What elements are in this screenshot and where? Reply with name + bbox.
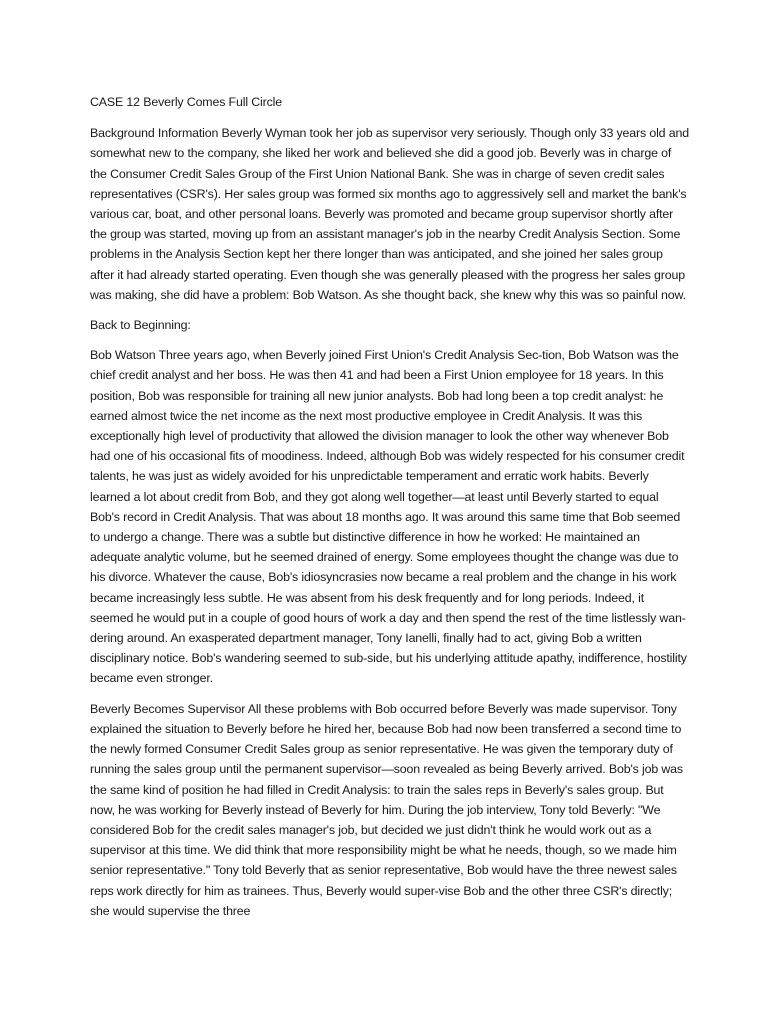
section-heading-back-to-beginning: Back to Beginning:: [90, 318, 191, 333]
document-body: [90, 92, 690, 931]
paragraph-beverly-supervisor: Beverly Becomes Supervisor All these problems with Bob occurred before Beverly was made supervisor. Tony explained the situation to Beverly before he hired her, because Bob had now been transferred a second time to the newly formed Consumer Credit Sales group as senior representative. He was given the temporary duty of running the sales group until the permanent supervisor—soon revealed as being Beverly arrived. Bob's job was the same kind of position he had filled in Credit Analysis: to train the sales reps in Beverly's sales group. But now, he was working for Beverly instead of Beverly for him. During the job interview, Tony told Beverly: "We considered Bob for the credit sales manager's job, but decided we just didn't think he would work out as a supervisor at this time. We did think that more responsibility might be what he needs, though, so we made him senior representative." Tony told Beverly that as senior representative, Bob would have the three newest sales reps work directly for him as trainees. Thus, Beverly would super-vise Bob and the other three CSR's directly; she would supervise the three: [90, 701, 683, 918]
paragraph-bob-watson: Bob Watson Three years ago, when Beverly joined First Union's Credit Analysis Sec-tion, Bob Watson was the chief credit analyst and her boss. He was then 41 and had been a First Union employee for 18 years. In this position, Bob was responsible for training all new junior analysts. Bob had long been a top credit analyst: he earned almost twice the net income as the next most productive employee in Credit Analysis. It was this exceptionally high level of productivity that allowed the division manager to look the other way whenever Bob had one of his occasional fits of moodiness. Indeed, although Bob was widely respected for his consumer credit talents, he was just as widely avoided for his unpredictable temperament and erratic work habits. Beverly learned a lot about credit from Bob, and they got along well together—at least until Beverly started to equal Bob's record in Credit Analysis. That was about 18 months ago. It was around this same time that Bob seemed to undergo a change. There was a subtle but distinctive difference in how he worked: He maintained an adequate analytic volume, but he seemed drained of energy. Some employees thought the change was due to his divorce. Whatever the cause, Bob's idiosyncrasies now became a real problem and the change in his work became increasingly less subtle. He was absent from his desk frequently and for long periods. Indeed, it seemed he would put in a couple of good hours of work a day and then spend the rest of the time listlessly wan-dering around. An exasperated department manager, Tony Ianelli, finally had to act, giving Bob a written disciplinary notice. Bob's wandering seemed to sub-side, but his underlying attitude apathy, indifference, hostility became even stronger.: [90, 348, 687, 686]
case-title: CASE 12 Beverly Comes Full Circle: [90, 95, 282, 109]
paragraph-background: Background Information Beverly Wyman took her job as supervisor very seriously. Though only 33 years old and somewhat new to the company, she liked her work and believed she did a good job. Beverly was in charge of the Consumer Credit Sales Group of the First Union National Bank. She was in charge of seven credit sales representatives (CSR's). Her sales group was formed six months ago to aggressively sell and market the bank's various car, boat, and other personal loans. Beverly was promoted and became group supervisor shortly after the group was started, moving up from an assistant manager's job in the nearby Credit Analysis Section. Some problems in the Analysis Section kept her there longer than was anticipated, and she joined her sales group after it had already started operating. Even though she was generally pleased with the progress her sales group was making, she did have a problem: Bob Watson. As she thought back, she knew why this was so painful now.: [90, 126, 689, 302]
